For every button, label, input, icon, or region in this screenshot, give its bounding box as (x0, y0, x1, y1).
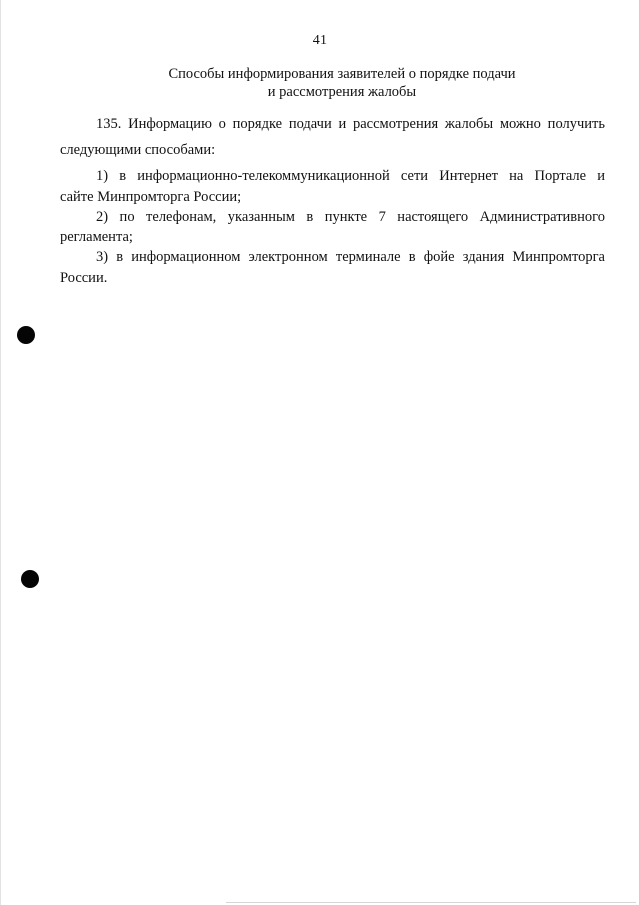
page-number: 41 (312, 33, 328, 48)
section-title-line-2: и рассмотрения жалобы (267, 84, 417, 100)
punch-hole-upper (17, 326, 35, 344)
scan-edge-line (226, 902, 636, 903)
list-item-1-line-2: сайте Минпромторга России; (60, 189, 242, 205)
paragraph-135-line-1: 135. Информацию о порядке подачи и рассмотрения жалобы можно получить (96, 116, 605, 132)
list-item-2-line-2: регламента; (60, 229, 133, 245)
list-item-3-line-1: 3) в информационном электронном терминале в фойе здания Минпромторга (96, 249, 605, 265)
punch-hole-lower (21, 570, 39, 588)
list-item-1-line-1: 1) в информационно-телекоммуникационной сети Интернет на Портале и (96, 168, 605, 184)
section-title-line-1: Способы информирования заявителей о порядке подачи (168, 66, 516, 82)
paragraph-135-line-2: следующими способами: (60, 142, 216, 158)
list-item-2-line-1: 2) по телефонам, указанным в пункте 7 настоящего Административного (96, 209, 605, 225)
list-item-3-line-2: России. (60, 270, 108, 286)
